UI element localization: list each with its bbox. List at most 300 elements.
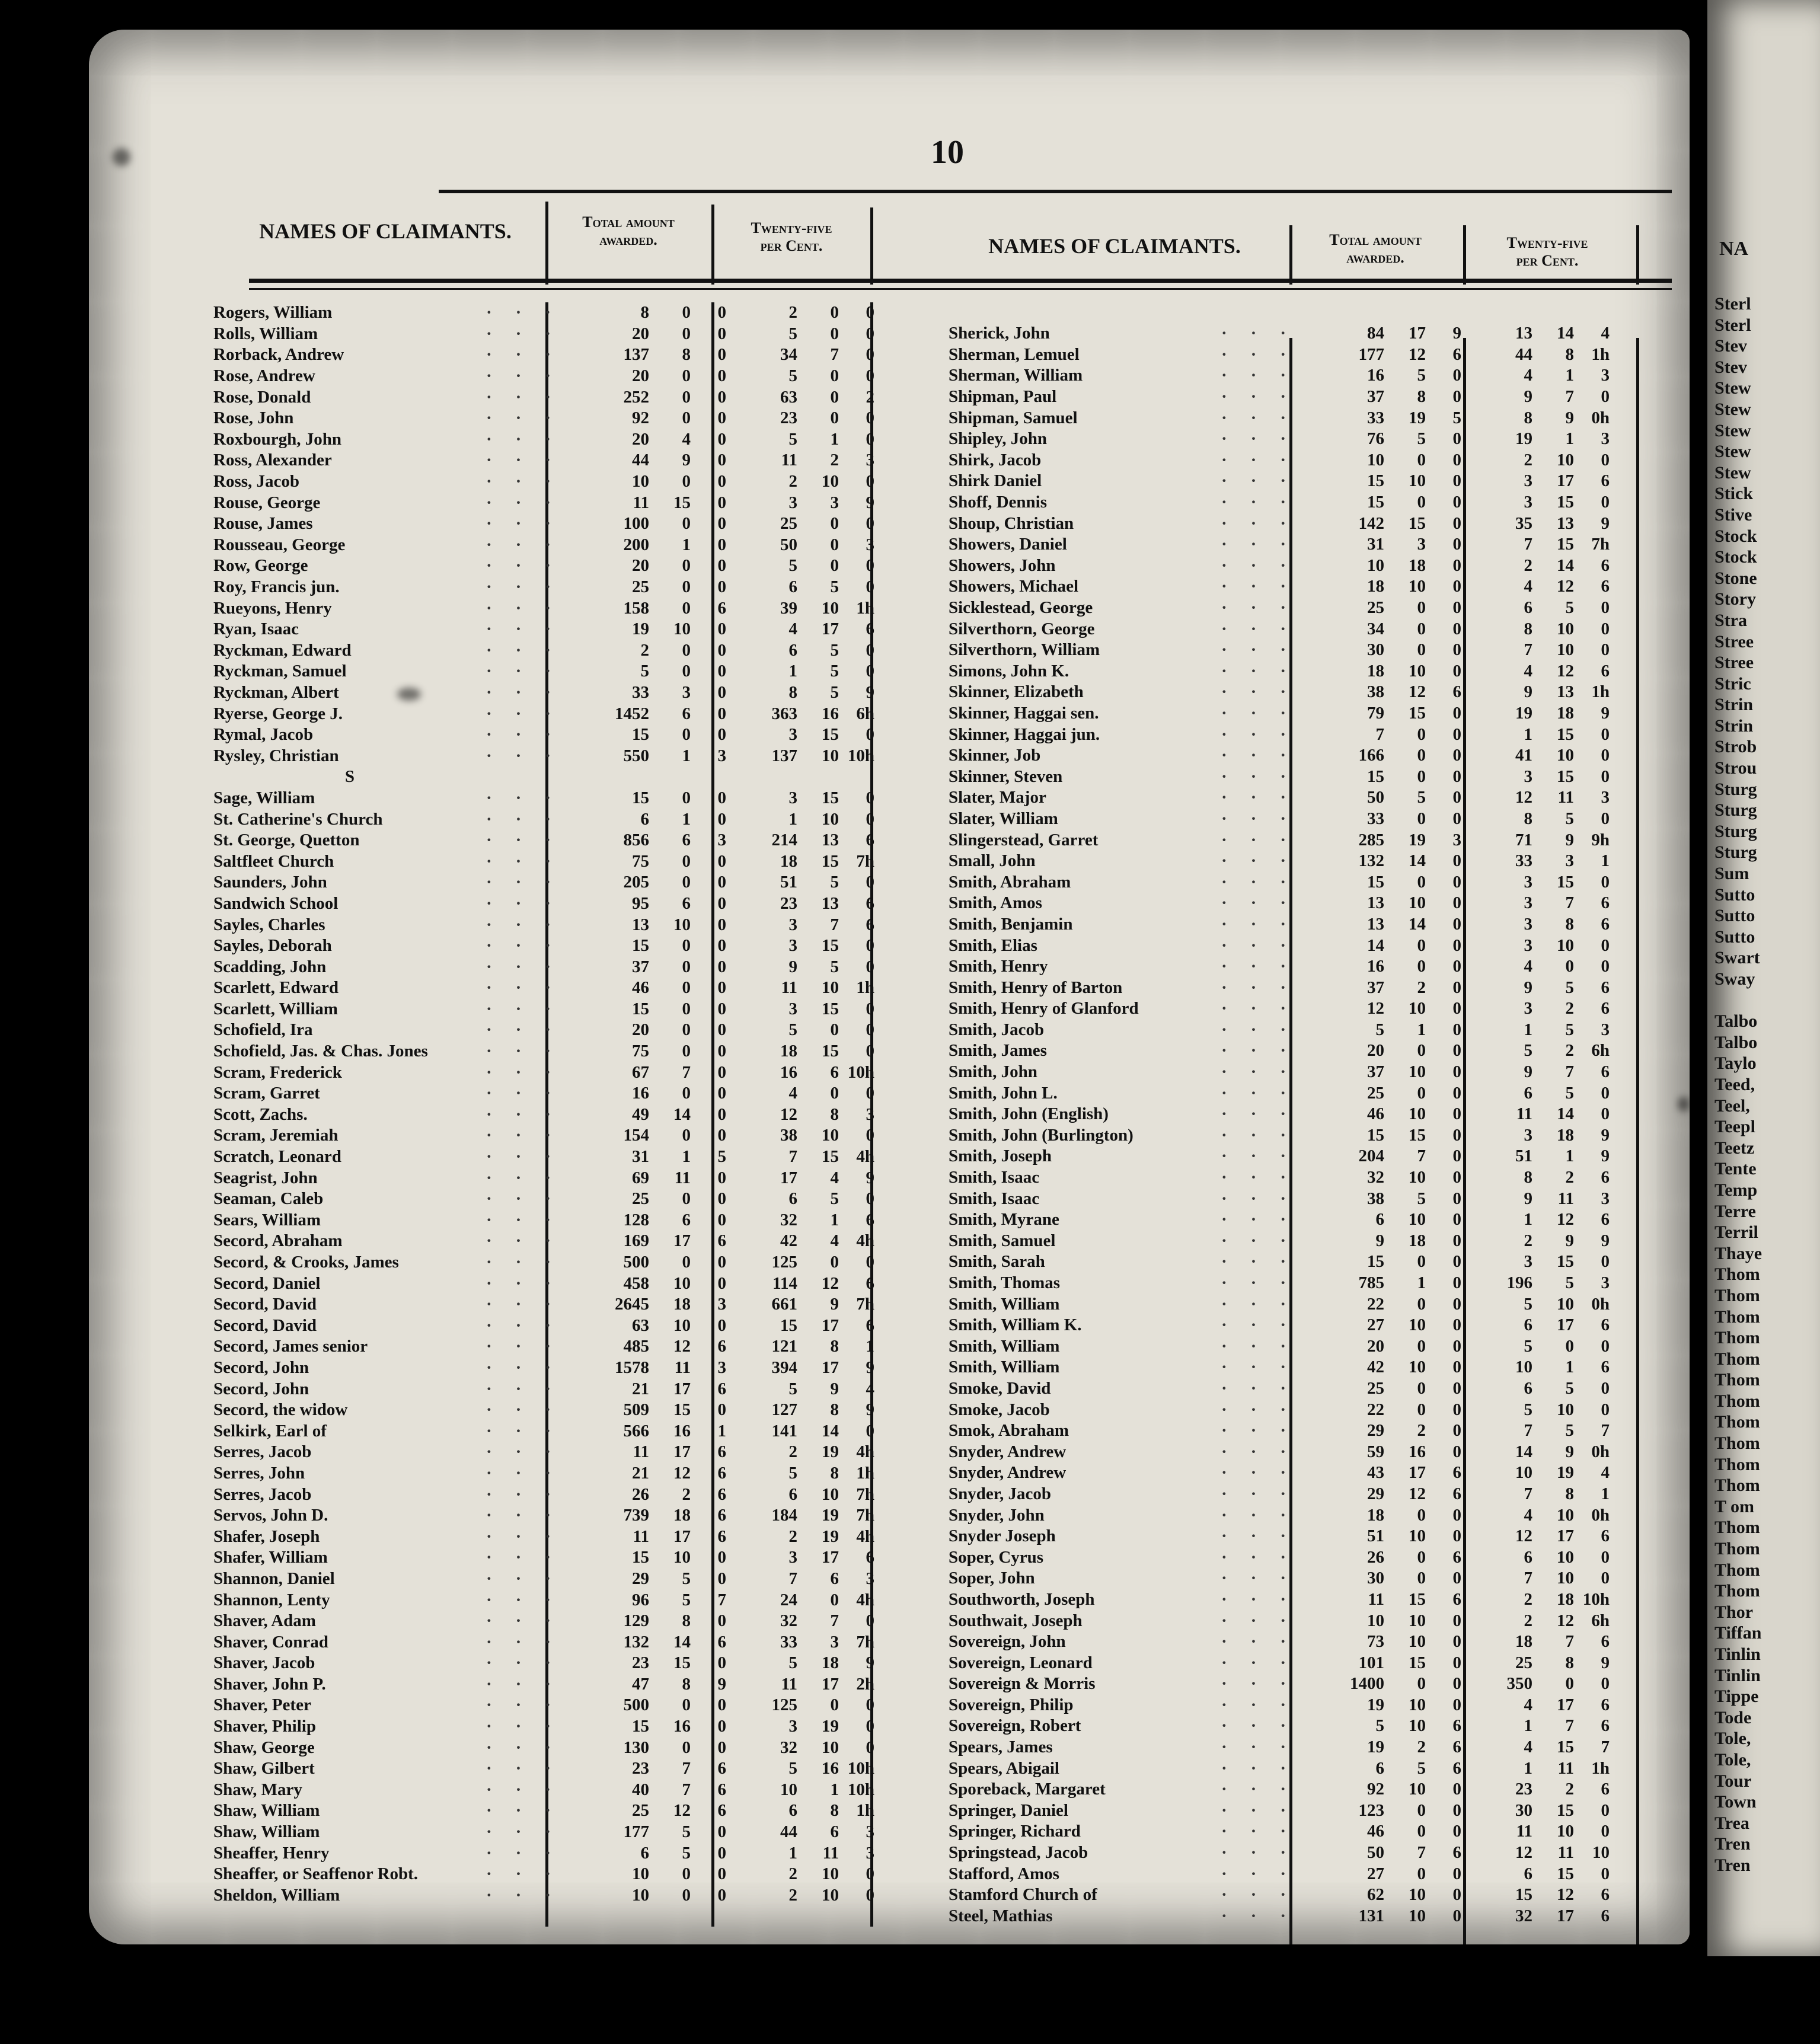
total-pence: 0 — [717, 324, 726, 343]
claimant-name: Scarlett, Edward — [213, 978, 339, 998]
total-shillings: 0 — [1417, 450, 1426, 470]
total-pounds: 6 — [640, 1843, 649, 1863]
table-row — [949, 1231, 1610, 1252]
total-pounds: 15 — [1367, 493, 1384, 512]
next-page-name-fragment: Stra — [1714, 610, 1747, 630]
pct-shillings: 19 — [822, 1717, 839, 1736]
total-pence: 0 — [717, 1822, 726, 1842]
pct-shillings: 0 — [1565, 1674, 1574, 1694]
leader-dots: ··· — [486, 451, 575, 470]
total-pounds: 30 — [1367, 640, 1384, 660]
pct-pence: 0 — [866, 324, 874, 343]
pct-pounds: 2 — [1524, 1611, 1532, 1630]
total-pence: 0 — [717, 788, 726, 807]
next-page-name-fragment: Thom — [1714, 1264, 1760, 1285]
total-pounds: 20 — [1367, 1041, 1384, 1061]
table-row — [213, 1420, 874, 1442]
next-page-name-fragment: Stew — [1714, 462, 1751, 483]
table-row — [213, 513, 874, 535]
table-row — [949, 1378, 1610, 1400]
table-row — [213, 1231, 874, 1252]
claimant-name: Scram, Garret — [213, 1084, 320, 1103]
pct-pence: 6h — [856, 704, 874, 723]
pct-pence: 10h — [847, 1780, 874, 1799]
pct-pence: 0 — [1601, 872, 1610, 892]
pct-pence: 0 — [866, 303, 874, 322]
pct-pence: 6 — [1601, 893, 1610, 913]
leader-dots: ··· — [486, 1864, 575, 1884]
table-row — [949, 998, 1610, 1020]
total-pence: 0 — [1452, 471, 1461, 491]
pct-shillings: 0 — [830, 1590, 839, 1609]
claimant-name: Smith, Thomas — [949, 1273, 1061, 1293]
total-pence: 0 — [717, 999, 726, 1018]
claimant-name: Secord, John — [213, 1379, 309, 1398]
total-pence: 0 — [1452, 1611, 1461, 1630]
pct-pence: 0 — [866, 725, 874, 745]
pct-pence: 6 — [1601, 577, 1610, 596]
total-pence: 0 — [1452, 851, 1461, 871]
total-shillings: 10 — [1409, 1780, 1426, 1799]
pct-pence: 0 — [866, 1695, 874, 1715]
table-row — [949, 429, 1610, 450]
leader-dots: ··· — [486, 831, 575, 850]
pct-pounds: 3 — [788, 493, 797, 512]
total-shillings: 1 — [682, 746, 691, 765]
total-shillings: 0 — [1417, 598, 1426, 618]
total-pence: 0 — [1452, 999, 1461, 1018]
total-pounds: 27 — [1367, 1315, 1384, 1335]
pct-pounds: 32 — [780, 1738, 797, 1757]
total-pounds: 500 — [623, 1253, 649, 1272]
pct-pence: 0 — [866, 936, 874, 956]
total-pence: 6 — [1452, 1758, 1461, 1778]
total-shillings: 10 — [1409, 1210, 1426, 1229]
leader-dots: ··· — [486, 1126, 575, 1145]
table-row — [213, 1674, 874, 1695]
right-header-sep-3 — [1636, 225, 1639, 285]
total-pence: 0 — [1452, 1104, 1461, 1124]
total-pence: 6 — [1452, 344, 1461, 364]
next-page-name-fragment: Teepl — [1714, 1117, 1755, 1137]
pct-pence: 7h — [856, 1632, 874, 1652]
claimant-name: Shipman, Paul — [949, 387, 1057, 407]
claimant-name: Shaw, William — [213, 1822, 320, 1842]
claimant-name: Sayles, Deborah — [213, 936, 332, 956]
claimant-name: Secord, & Crooks, James — [213, 1253, 399, 1272]
pct-shillings: 15 — [1557, 1252, 1574, 1272]
total-pence: 0 — [717, 493, 726, 512]
pct-pence: 0 — [1601, 1800, 1610, 1820]
pct-pence: 4h — [856, 1231, 874, 1251]
total-pence: 0 — [1452, 1885, 1461, 1905]
pct-pounds: 4 — [1524, 1695, 1532, 1714]
pct-pounds: 7 — [1524, 535, 1532, 554]
leader-dots: ··· — [1221, 1315, 1310, 1335]
pct-shillings: 10 — [822, 1484, 839, 1504]
table-row — [949, 1336, 1610, 1358]
table-row — [949, 787, 1610, 809]
total-shillings: 12 — [1409, 682, 1426, 702]
total-shillings: 10 — [1409, 1062, 1426, 1082]
claimant-name: Secord, James senior — [213, 1337, 368, 1356]
leader-dots: ··· — [486, 1759, 575, 1778]
total-pence: 0 — [717, 1864, 726, 1884]
total-pounds: 20 — [632, 429, 649, 449]
total-pounds: 38 — [1367, 682, 1384, 702]
total-shillings: 12 — [673, 1337, 691, 1356]
table-row — [949, 1906, 1610, 1927]
claimant-name: Sovereign, Robert — [949, 1716, 1081, 1736]
leader-dots: ··· — [486, 1295, 575, 1314]
total-pounds: 27 — [1367, 1864, 1384, 1883]
leader-dots: ··· — [1221, 1336, 1310, 1356]
pct-pounds: 5 — [1524, 1041, 1532, 1061]
leader-dots: ··· — [1221, 1569, 1310, 1588]
pct-shillings: 1 — [1565, 366, 1574, 385]
pct-pence: 7h — [856, 1295, 874, 1314]
pct-pence: 6 — [1601, 1716, 1610, 1736]
total-pounds: 25 — [1367, 1378, 1384, 1398]
claimant-name: Serres, Jacob — [213, 1442, 312, 1462]
claimant-name: Showers, Michael — [949, 577, 1079, 596]
pct-pence: 0 — [866, 1084, 874, 1103]
pct-pence: 0 — [866, 640, 874, 660]
pct-shillings: 1 — [1565, 429, 1574, 449]
pct-pence: 6 — [1601, 1358, 1610, 1377]
total-pounds: 177 — [623, 1822, 649, 1842]
total-pounds: 51 — [1367, 1526, 1384, 1546]
table-row — [213, 408, 874, 429]
claimant-name: Rueyons, Henry — [213, 598, 332, 618]
pct-shillings: 11 — [822, 1843, 839, 1863]
pct-pounds: 8 — [1524, 1168, 1532, 1187]
total-pence: 0 — [1452, 1210, 1461, 1229]
table-row — [213, 387, 874, 408]
pct-pence: 4 — [866, 1379, 874, 1398]
table-row — [213, 429, 874, 451]
total-pounds: 73 — [1367, 1632, 1384, 1652]
table-row — [949, 1885, 1610, 1906]
pct-pence: 9 — [866, 682, 874, 702]
pct-shillings: 3 — [830, 1632, 839, 1652]
pct-pounds: 2 — [788, 303, 797, 322]
leader-dots: ··· — [486, 936, 575, 956]
total-pence: 0 — [1452, 724, 1461, 744]
total-pounds: 5 — [1375, 1020, 1384, 1039]
pct-pounds: 13 — [1515, 324, 1532, 343]
total-shillings: 15 — [1409, 1589, 1426, 1609]
pct-pounds: 32 — [780, 1210, 797, 1229]
table-row — [949, 661, 1610, 682]
table-row — [213, 914, 874, 935]
total-shillings: 14 — [1409, 851, 1426, 871]
total-pounds: 13 — [1367, 893, 1384, 913]
claimant-name: Stamford Church of — [949, 1885, 1097, 1905]
total-shillings: 14 — [673, 1104, 691, 1124]
total-pounds: 33 — [632, 682, 649, 702]
total-pounds: 37 — [1367, 387, 1384, 407]
total-pence: 0 — [1452, 766, 1461, 786]
pct-shillings: 8 — [830, 1801, 839, 1821]
pct-shillings: 9 — [1565, 408, 1574, 427]
total-pence: 0 — [717, 619, 726, 639]
pct-shillings: 8 — [1565, 344, 1574, 364]
table-row — [213, 872, 874, 893]
pct-shillings: 12 — [822, 1273, 839, 1293]
leader-dots: ··· — [1221, 429, 1310, 449]
total-pounds: 29 — [632, 1569, 649, 1588]
pct-pounds: 6 — [1524, 1547, 1532, 1567]
pct-pounds: 10 — [1515, 1463, 1532, 1483]
total-pence: 0 — [1452, 1674, 1461, 1694]
total-shillings: 15 — [1409, 703, 1426, 723]
pct-pounds: 23 — [1515, 1780, 1532, 1799]
pct-shillings: 14 — [1557, 555, 1574, 575]
total-pence: 0 — [717, 366, 726, 386]
table-row — [949, 809, 1610, 830]
pct-shillings: 14 — [1557, 1104, 1574, 1124]
pct-pounds: 3 — [1524, 914, 1532, 934]
total-shillings: 0 — [1417, 1294, 1426, 1314]
pct-pounds: 1 — [1524, 1758, 1532, 1778]
pct-shillings: 8 — [1565, 914, 1574, 934]
table-row — [213, 956, 874, 978]
table-row — [213, 1822, 874, 1843]
pct-pence: 0 — [866, 999, 874, 1018]
pct-shillings: 14 — [1557, 324, 1574, 343]
pct-shillings: 17 — [822, 1315, 839, 1335]
leader-dots: ··· — [486, 1379, 575, 1398]
claimant-name: Smith, Henry of Barton — [949, 978, 1123, 997]
next-page-name-fragment: Teed, — [1714, 1074, 1755, 1094]
leader-dots: ··· — [486, 1780, 575, 1799]
pct-pence: 9 — [866, 493, 874, 512]
leader-dots: ··· — [486, 619, 575, 639]
total-pence: 6 — [717, 1379, 726, 1398]
pct-shillings: 13 — [1557, 513, 1574, 533]
total-pounds: 20 — [632, 556, 649, 576]
total-pence: 9 — [1452, 324, 1461, 343]
pct-pounds: 11 — [1516, 1104, 1532, 1124]
pct-pounds: 8 — [1524, 809, 1532, 828]
leader-dots: ··· — [1221, 598, 1310, 618]
total-pence: 3 — [717, 1295, 726, 1314]
pct-pence: 6 — [866, 1210, 874, 1229]
total-shillings: 16 — [673, 1717, 691, 1736]
table-row — [949, 893, 1610, 914]
leader-dots: ··· — [486, 429, 575, 449]
total-shillings: 10 — [1409, 1632, 1426, 1652]
claimant-name: Smith, Samuel — [949, 1231, 1056, 1250]
pct-pounds: 18 — [1515, 1632, 1532, 1652]
pct-pounds: 214 — [771, 831, 797, 850]
leader-dots: ··· — [1221, 471, 1310, 491]
pct-shillings: 9 — [1565, 830, 1574, 849]
total-shillings: 10 — [1409, 1885, 1426, 1905]
total-pounds: 123 — [1358, 1800, 1384, 1820]
total-pence: 0 — [717, 1738, 726, 1757]
pct-pence: 6 — [866, 1548, 874, 1567]
pct-shillings: 1 — [830, 1210, 839, 1229]
total-shillings: 8 — [682, 1674, 691, 1694]
pct-shillings: 15 — [822, 1147, 839, 1167]
total-shillings: 6 — [682, 1210, 691, 1229]
total-shillings: 6 — [682, 704, 691, 723]
total-shillings: 10 — [673, 1548, 691, 1567]
pct-pounds: 1 — [1524, 1716, 1532, 1736]
pct-shillings: 10 — [822, 1126, 839, 1145]
total-pence: 6 — [717, 1463, 726, 1483]
pct-pounds: 2 — [1524, 450, 1532, 470]
total-shillings: 1 — [682, 535, 691, 554]
pct-pence: 0 — [1601, 957, 1610, 976]
table-row — [213, 935, 874, 957]
leader-dots: ··· — [486, 598, 575, 618]
pct-shillings: 10 — [1557, 619, 1574, 638]
claimant-name: Rolls, William — [213, 324, 318, 343]
total-shillings: 8 — [682, 345, 691, 365]
total-pounds: 22 — [1367, 1294, 1384, 1314]
pct-shillings: 17 — [1557, 471, 1574, 491]
left-header-sep-1 — [545, 202, 548, 285]
table-row — [213, 619, 874, 640]
total-pence: 0 — [717, 873, 726, 892]
leader-dots: ··· — [486, 1210, 575, 1229]
pct-pence: 1 — [1601, 851, 1610, 871]
claimant-name: Smith, Myrane — [949, 1210, 1059, 1229]
total-shillings: 0 — [1417, 1569, 1426, 1588]
leader-dots: ··· — [486, 1315, 575, 1335]
next-page-name-fragment: Taylo — [1714, 1053, 1757, 1074]
table-row — [213, 324, 874, 345]
leader-dots: ··· — [486, 1885, 575, 1905]
claimant-name: Southworth, Joseph — [949, 1589, 1095, 1609]
claimant-name: Serres, John — [213, 1463, 305, 1483]
pct-pence: 0 — [866, 345, 874, 365]
pct-pence: 0 — [866, 1042, 874, 1061]
total-pence: 0 — [717, 535, 726, 554]
pct-pence: 3 — [866, 1822, 874, 1842]
total-shillings: 0 — [1417, 1378, 1426, 1398]
leader-dots: ··· — [1221, 513, 1310, 533]
pct-shillings: 5 — [1565, 1020, 1574, 1039]
claimant-name: Simons, John K. — [949, 661, 1069, 681]
total-pence: 6 — [717, 1801, 726, 1821]
leader-dots: ··· — [486, 1463, 575, 1483]
table-row — [949, 1082, 1610, 1104]
pct-pounds: 32 — [1515, 1906, 1532, 1925]
pct-pounds: 7 — [1524, 1569, 1532, 1588]
total-shillings: 2 — [1417, 978, 1426, 997]
claimant-name: Selkirk, Earl of — [213, 1421, 327, 1441]
leader-dots: ··· — [486, 915, 575, 934]
total-pence: 0 — [717, 1273, 726, 1293]
total-pounds: 29 — [1367, 1421, 1384, 1441]
total-pounds: 15 — [632, 1548, 649, 1567]
leader-dots: ··· — [1221, 1421, 1310, 1441]
table-row — [213, 1020, 874, 1041]
table-row — [213, 745, 874, 766]
right-header-sep-2 — [1463, 225, 1466, 285]
claimant-name: Ryckman, Albert — [213, 682, 339, 702]
right-names-header: NAMES OF CLAIMANTS. — [988, 234, 1241, 258]
pct-pence: 10 — [1592, 1843, 1610, 1863]
pct-pence: 6 — [1601, 1168, 1610, 1187]
claimant-name: Snyder Joseph — [949, 1526, 1056, 1546]
next-page-name-fragment: Tour — [1714, 1771, 1752, 1791]
table-row — [949, 1462, 1610, 1484]
pct-shillings: 17 — [822, 619, 839, 639]
pct-shillings: 16 — [822, 704, 839, 723]
total-pounds: 67 — [632, 1062, 649, 1082]
total-pence: 0 — [717, 851, 726, 871]
total-pounds: 18 — [1367, 661, 1384, 681]
leader-dots: ··· — [486, 893, 575, 913]
claimant-name: Smith, Benjamin — [949, 914, 1073, 934]
total-pence: 0 — [1452, 1358, 1461, 1377]
claimant-name: Shaw, William — [213, 1801, 320, 1821]
total-pence: 0 — [1452, 1273, 1461, 1293]
table-row — [213, 1780, 874, 1801]
leader-dots: ··· — [1221, 344, 1310, 364]
pct-shillings: 13 — [822, 831, 839, 850]
next-page-name-fragment: Stone — [1714, 568, 1757, 588]
pct-pounds: 137 — [771, 746, 797, 765]
total-shillings: 0 — [682, 640, 691, 660]
pct-pence: 1h — [1591, 1758, 1610, 1778]
claimant-name: Scadding, John — [213, 957, 327, 976]
total-pounds: 15 — [632, 999, 649, 1018]
right-total-header — [1298, 231, 1452, 267]
total-pounds: 18 — [1367, 577, 1384, 596]
total-pence: 0 — [717, 1042, 726, 1061]
pct-pence: 0h — [1591, 408, 1610, 427]
total-pence: 5 — [717, 1147, 726, 1167]
pct-pence: 0 — [866, 556, 874, 576]
total-pence: 0 — [717, 1717, 726, 1736]
leader-dots: ··· — [1221, 1589, 1310, 1609]
pct-pounds: 5 — [1524, 1294, 1532, 1314]
pct-pounds: 15 — [780, 1315, 797, 1335]
pct-shillings: 9 — [830, 1295, 839, 1314]
total-pounds: 509 — [623, 1400, 649, 1420]
table-row — [213, 1505, 874, 1526]
total-pence: 0 — [1452, 1231, 1461, 1250]
claimant-name: Schofield, Ira — [213, 1020, 313, 1040]
pct-pounds: 2 — [788, 1864, 797, 1884]
total-pounds: 25 — [632, 1189, 649, 1209]
pct-pounds: 5 — [788, 324, 797, 343]
claimant-name: Sheaffer, or Seaffenor Robt. — [213, 1864, 419, 1884]
pct-pence: 6 — [866, 1315, 874, 1335]
leader-dots: ··· — [486, 1801, 575, 1821]
leader-dots: ··· — [486, 788, 575, 807]
total-pence: 0 — [1452, 1146, 1461, 1166]
pct-shillings: 15 — [822, 999, 839, 1018]
next-page-name-fragment: Terril — [1714, 1222, 1758, 1243]
next-page-name-fragment: Story — [1714, 589, 1756, 609]
leader-dots: ··· — [486, 1421, 575, 1441]
total-pence: 0 — [1452, 1294, 1461, 1314]
leader-dots: ··· — [486, 1147, 575, 1167]
pct-pence: 6h — [1591, 1611, 1610, 1630]
total-pounds: 75 — [632, 1042, 649, 1061]
total-pounds: 19 — [1367, 1695, 1384, 1714]
leader-dots: ··· — [486, 1104, 575, 1124]
total-pounds: 739 — [623, 1506, 649, 1525]
leader-dots: ··· — [1221, 1083, 1310, 1103]
